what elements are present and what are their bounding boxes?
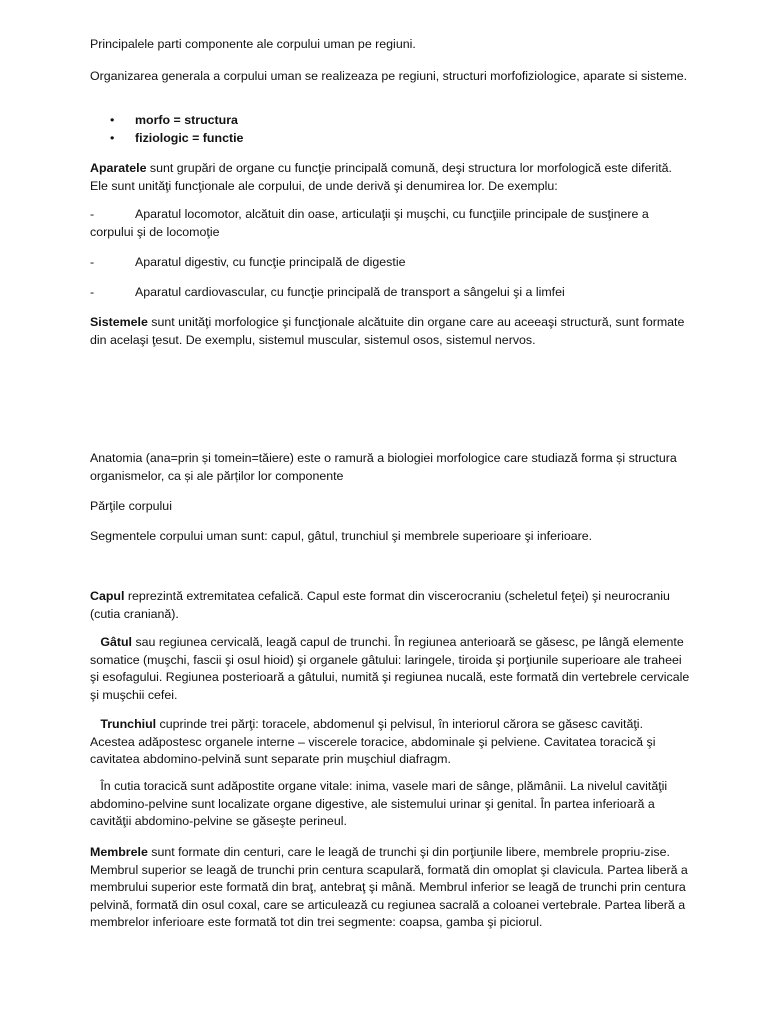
gatul-paragraph [90, 634, 693, 704]
dash-item [90, 254, 690, 272]
intro-paragraph: Organizarea generala a corpului uman se realizeaza pe regiuni, structuri morfofiziologice, aparate si sisteme. [90, 69, 688, 83]
partile-heading: Părţile corpului [90, 499, 172, 513]
dash-text: Aparatul cardiovascular, cu funcţie principală de transport a sângelui şi a limfei [135, 285, 565, 299]
indent [90, 635, 100, 649]
dash-marker: - [90, 207, 95, 221]
capul-paragraph [90, 588, 690, 623]
bullet-item: • fiziologic = functie [110, 130, 243, 148]
sisteme-text: sunt unităţi morfologice şi funcţionale alcătuite din organe care au aceeaşi structură, sunt formate din acelaşi ţesut. De exemplu, sistemul muscular, sistemul osos, sistemul nervos. [90, 315, 685, 347]
doc-title: Principalele parti componente ale corpului uman pe regiuni. [90, 37, 416, 51]
dash-text: Aparatul locomotor, alcătuit din oase, articulaţii şi muşchi, cu funcţiile principale de susţinere a corpului şi de locomoţie [90, 207, 649, 239]
trunchiul-text: cuprinde trei părţi: toracele, abdomenul şi pelvisul, în interiorul cărora se găsesc cavităţi. Acestea adăpostesc organele interne – viscerele toracice, abdominale şi pelviene. Cavitatea toracică şi cavitatea abdomino-pelvină sunt separate prin muşchiul diafragm. [90, 717, 659, 766]
capul-text: reprezintă extremitatea cefalică. Capul este format din viscerocraniu (scheletul feţei) şi neurocraniu (cutia craniană). [90, 589, 670, 621]
membrele-text: sunt formate din centuri, care le leagă de trunchi şi din porţiunile libere, membrele propriu-zise. Membrul superior se leagă de trunchi prin centura scapulară, formată din omoplat şi clavicula. Partea liberă a membrului superior este formată din braţ, antebraţ şi mână. Membrul inferior se leagă de trunchi prin centura pelvină, formată din osul coxal, care se articulează cu regiunea sacrală a coloanei vertebrale. Partea liberă a membrelor inferioare este formată tot din trei segmente: coapsa, gamba şi piciorul. [90, 845, 688, 929]
bullet-item: • morfo = structura [110, 112, 243, 130]
sisteme-term: Sistemele [90, 315, 148, 329]
gatul-term: Gâtul [100, 635, 132, 649]
capul-term: Capul [90, 589, 125, 603]
cutia-paragraph: În cutia toracică sunt adăpostite organe vitale: inima, vasele mari de sânge, plămânii. La nivelul cavităţii abdomino-pelvine sunt localizate organe digestive, ale sistemului urinar şi genital. În partea inferioară a cavităţii abdomino-pelvine se găseşte perineul. [90, 779, 671, 828]
aparate-term: Aparatele [90, 161, 147, 175]
sisteme-paragraph [90, 314, 690, 349]
indent [90, 717, 100, 731]
dash-marker: - [90, 285, 95, 299]
dash-marker: - [90, 255, 95, 269]
trunchiul-term: Trunchiul [100, 717, 157, 731]
gatul-text: sau regiunea cervicală, leagă capul de trunchi. În regiunea anterioară se găsesc, pe lângă elemente somatice (muşchi, fascii şi osul hioid) şi organele gâtului: laringele, tiroida şi porţiunile superioare ale traheei şi esofagului. Regiunea posterioară a gâtului, numită şi regiunea nucală, este formată din vertebrele cervicale şi muşchii cefei. [90, 635, 693, 702]
segmentele-paragraph: Segmentele corpului uman sunt: capul, gâtul, trunchiul şi membrele superioare şi inferioare. [90, 529, 593, 543]
membrele-paragraph [90, 844, 690, 932]
membrele-term: Membrele [90, 845, 148, 859]
aparate-text: sunt grupări de organe cu funcţie principală comună, deşi structura lor morfologică este diferită. Ele sunt unităţi funcţionale ale corpului, de unde derivă şi denumirea lor. De exemplu: [90, 161, 672, 193]
aparate-paragraph [90, 160, 690, 195]
anatomia-paragraph: Anatomia (ana=prin și tomein=tăiere) este o ramură a biologiei morfologice care studiază forma și structura organismelor, ca și ale părților lor componente [90, 451, 677, 483]
dash-item [90, 206, 690, 241]
dash-text: Aparatul digestiv, cu funcţie principală de digestie [135, 255, 406, 269]
bullet-list [110, 112, 243, 147]
trunchiul-paragraph [90, 716, 690, 769]
dash-item [90, 284, 690, 302]
